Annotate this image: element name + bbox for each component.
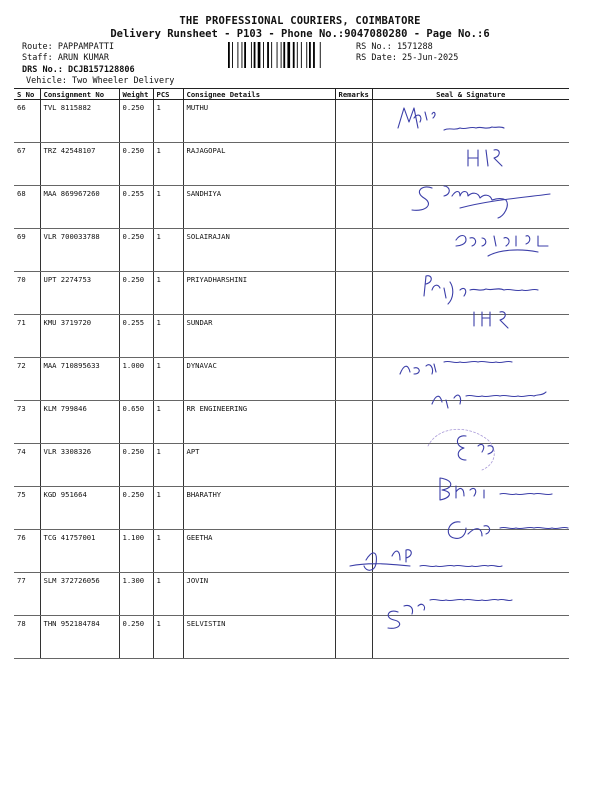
cell-weight: 1.000 xyxy=(119,358,153,401)
cell-weight: 0.650 xyxy=(119,401,153,444)
cell-pcs: 1 xyxy=(153,143,183,186)
table-row xyxy=(14,573,569,616)
cell-pcs: 1 xyxy=(153,487,183,530)
cell-remarks xyxy=(335,100,372,143)
cell-signature xyxy=(372,186,569,229)
barcode-bar xyxy=(263,42,264,68)
barcode-bar xyxy=(313,42,315,68)
cell-pcs: 1 xyxy=(153,401,183,444)
barcode-bar xyxy=(283,42,285,68)
cell-signature xyxy=(372,272,569,315)
cell-consignment-no: TCG 41757001 xyxy=(40,530,119,573)
cell-pcs: 1 xyxy=(153,272,183,315)
cell-remarks xyxy=(335,616,372,659)
column-header-weight: Weight xyxy=(119,89,153,100)
cell-sno: 66 xyxy=(14,100,40,143)
table-row xyxy=(14,487,569,530)
barcode-bar xyxy=(251,42,252,68)
cell-sno: 76 xyxy=(14,530,40,573)
table-row xyxy=(14,401,569,444)
cell-remarks xyxy=(335,272,372,315)
barcode-bar xyxy=(228,42,230,68)
column-header-remarks: Remarks xyxy=(335,89,372,100)
cell-remarks xyxy=(335,444,372,487)
barcode-bar xyxy=(232,42,233,68)
cell-consignment-no: KMU 3719720 xyxy=(40,315,119,358)
cell-sno: 67 xyxy=(14,143,40,186)
cell-sno: 74 xyxy=(14,444,40,487)
table-row xyxy=(14,143,569,186)
drs-label: DRS No.: DCJB157128806 xyxy=(22,65,135,75)
barcode xyxy=(228,42,346,68)
cell-consignment-no: VLR 700033788 xyxy=(40,229,119,272)
cell-signature xyxy=(372,487,569,530)
cell-signature xyxy=(372,229,569,272)
cell-remarks xyxy=(335,315,372,358)
cell-remarks xyxy=(335,229,372,272)
cell-weight: 0.250 xyxy=(119,272,153,315)
cell-consignment-no: SLM 372726056 xyxy=(40,573,119,616)
barcode-bar xyxy=(297,42,298,68)
cell-consignee: JOVIN xyxy=(183,573,335,616)
cell-consignment-no: MAA 710895633 xyxy=(40,358,119,401)
cell-remarks xyxy=(335,358,372,401)
cell-consignment-no: VLR 3308326 xyxy=(40,444,119,487)
cell-consignee: RAJAGOPAL xyxy=(183,143,335,186)
cell-remarks xyxy=(335,573,372,616)
table-row xyxy=(14,530,569,573)
cell-pcs: 1 xyxy=(153,358,183,401)
rs-date: RS Date: 25-Jun-2025 xyxy=(356,53,459,63)
cell-remarks xyxy=(335,143,372,186)
cell-consignee: GEETHA xyxy=(183,530,335,573)
table-row xyxy=(14,315,569,358)
cell-consignment-no: MAA 869967260 xyxy=(40,186,119,229)
cell-consignee: SANDHIYA xyxy=(183,186,335,229)
cell-pcs: 1 xyxy=(153,315,183,358)
cell-remarks xyxy=(335,487,372,530)
table-row xyxy=(14,229,569,272)
cell-signature xyxy=(372,143,569,186)
barcode-bar xyxy=(293,42,295,68)
cell-signature xyxy=(372,401,569,444)
cell-signature xyxy=(372,616,569,659)
barcode-bar xyxy=(237,42,238,68)
cell-pcs: 1 xyxy=(153,573,183,616)
cell-signature xyxy=(372,315,569,358)
cell-consignment-no: TVL 8115882 xyxy=(40,100,119,143)
barcode-bar xyxy=(301,42,302,68)
column-header-signature: Seal & Signature xyxy=(372,89,569,100)
cell-weight: 0.250 xyxy=(119,100,153,143)
staff-label: Staff: ARUN KUMAR xyxy=(22,53,109,63)
cell-sno: 70 xyxy=(14,272,40,315)
cell-weight: 1.300 xyxy=(119,573,153,616)
column-header-sno: S No xyxy=(14,89,40,100)
cell-pcs: 1 xyxy=(153,530,183,573)
cell-sno: 71 xyxy=(14,315,40,358)
table-row xyxy=(14,616,569,659)
barcode-bar xyxy=(309,42,311,68)
barcode-bar xyxy=(277,42,278,68)
cell-pcs: 1 xyxy=(153,229,183,272)
table-row xyxy=(14,100,569,143)
cell-weight: 0.250 xyxy=(119,229,153,272)
cell-sno: 68 xyxy=(14,186,40,229)
cell-consignee: DYNAVAC xyxy=(183,358,335,401)
cell-weight: 0.250 xyxy=(119,143,153,186)
cell-consignment-no: THN 952184784 xyxy=(40,616,119,659)
cell-signature xyxy=(372,530,569,573)
barcode-bar xyxy=(244,42,246,68)
cell-remarks xyxy=(335,186,372,229)
cell-sno: 72 xyxy=(14,358,40,401)
cell-weight: 0.255 xyxy=(119,186,153,229)
barcode-bar xyxy=(306,42,307,68)
cell-pcs: 1 xyxy=(153,444,183,487)
rs-number: RS No.: 1571288 xyxy=(356,42,433,52)
cell-consignment-no: TRZ 42548107 xyxy=(40,143,119,186)
runsheet-table xyxy=(14,88,569,659)
cell-signature xyxy=(372,358,569,401)
barcode-bar xyxy=(258,42,261,68)
column-header-pcs: PCS xyxy=(153,89,183,100)
table-row xyxy=(14,444,569,487)
cell-sno: 75 xyxy=(14,487,40,530)
cell-remarks xyxy=(335,530,372,573)
cell-consignee: BHARATHY xyxy=(183,487,335,530)
barcode-bar xyxy=(281,42,282,68)
cell-weight: 1.100 xyxy=(119,530,153,573)
table-row xyxy=(14,186,569,229)
cell-consignee: SOLAIRAJAN xyxy=(183,229,335,272)
cell-pcs: 1 xyxy=(153,100,183,143)
column-header-consignee: Consignee Details xyxy=(183,89,335,100)
cell-sno: 73 xyxy=(14,401,40,444)
runsheet-subtitle: Delivery Runsheet - P103 - Phone No.:9047080280 - Page No.:6 xyxy=(110,28,490,40)
cell-weight: 0.250 xyxy=(119,444,153,487)
cell-consignment-no: KLM 799846 xyxy=(40,401,119,444)
table-row xyxy=(14,358,569,401)
cell-consignment-no: UPT 2274753 xyxy=(40,272,119,315)
cell-sno: 78 xyxy=(14,616,40,659)
cell-consignee: APT xyxy=(183,444,335,487)
table-header-row xyxy=(14,89,569,100)
cell-consignee: MUTHU xyxy=(183,100,335,143)
route-label: Route: PAPPAMPATTI xyxy=(22,42,115,52)
column-header-consignment: Consignment No xyxy=(40,89,119,100)
cell-consignment-no: KGD 951664 xyxy=(40,487,119,530)
company-title: THE PROFESSIONAL COURIERS, COIMBATORE xyxy=(179,15,421,27)
barcode-bar xyxy=(287,42,290,68)
cell-consignee: SUNDAR xyxy=(183,315,335,358)
cell-sno: 77 xyxy=(14,573,40,616)
barcode-bar xyxy=(254,42,256,68)
cell-pcs: 1 xyxy=(153,186,183,229)
cell-weight: 0.250 xyxy=(119,487,153,530)
cell-consignee: PRIYADHARSHINI xyxy=(183,272,335,315)
cell-weight: 0.255 xyxy=(119,315,153,358)
cell-consignee: RR ENGINEERING xyxy=(183,401,335,444)
cell-pcs: 1 xyxy=(153,616,183,659)
table-row xyxy=(14,272,569,315)
vehicle-label: Vehicle: Two Wheeler Delivery xyxy=(26,76,175,86)
barcode-bar xyxy=(271,42,272,68)
cell-signature xyxy=(372,100,569,143)
cell-weight: 0.250 xyxy=(119,616,153,659)
cell-signature xyxy=(372,573,569,616)
barcode-bar xyxy=(242,42,243,68)
cell-signature xyxy=(372,444,569,487)
cell-remarks xyxy=(335,401,372,444)
barcode-bar xyxy=(320,42,321,68)
cell-consignee: SELVISTIN xyxy=(183,616,335,659)
barcode-bar xyxy=(267,42,269,68)
cell-sno: 69 xyxy=(14,229,40,272)
